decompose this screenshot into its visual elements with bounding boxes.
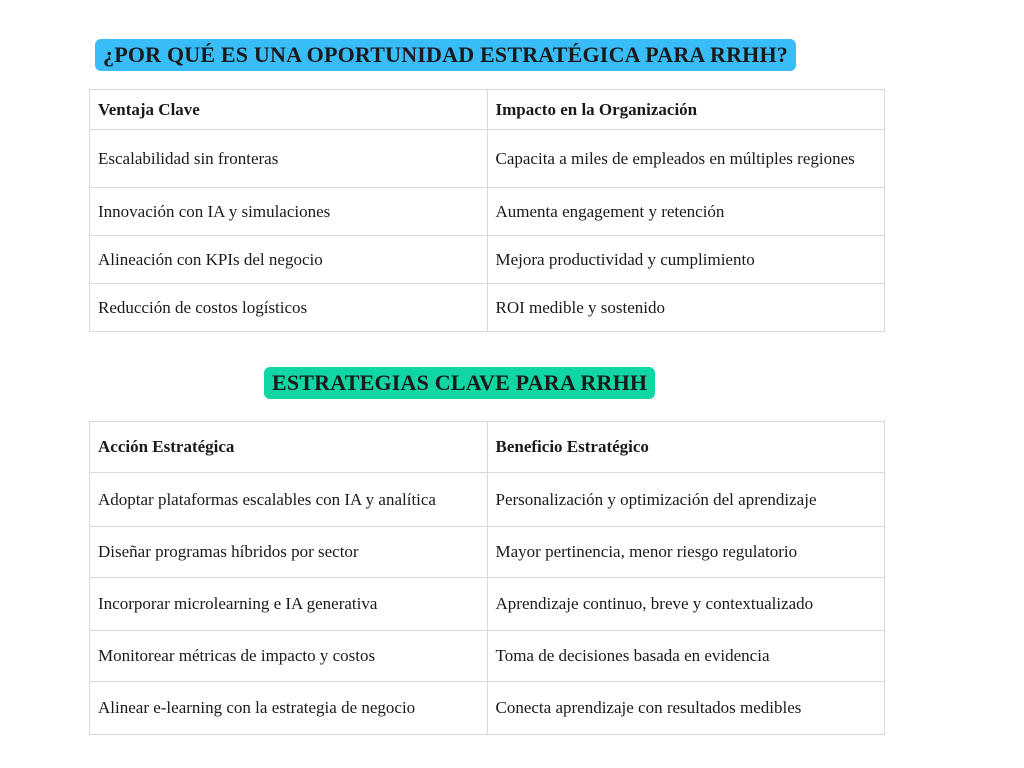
table-cell: Diseñar programas híbridos por sector — [90, 527, 488, 578]
column-header: Beneficio Estratégico — [487, 422, 885, 473]
table-cell: Reducción de costos logísticos — [90, 284, 488, 332]
table-row — [90, 188, 885, 236]
table-cell: Alinear e-learning con la estrategia de negocio — [90, 682, 488, 735]
table-cell: Aprendizaje continuo, breve y contextualizado — [487, 578, 885, 631]
column-header: Acción Estratégica — [90, 422, 488, 473]
table-row — [90, 284, 885, 332]
table-row — [90, 473, 885, 527]
table-row — [90, 578, 885, 631]
table-header-row — [90, 422, 885, 473]
section1-title: ¿POR QUÉ ES UNA OPORTUNIDAD ESTRATÉGICA PARA RRHH? — [95, 39, 796, 71]
table-cell: Escalabilidad sin fronteras — [90, 130, 488, 188]
table-cell: ROI medible y sostenido — [487, 284, 885, 332]
table-cell: Capacita a miles de empleados en múltiples regiones — [487, 130, 885, 188]
table-row — [90, 631, 885, 682]
table-cell: Mejora productividad y cumplimiento — [487, 236, 885, 284]
table-cell: Aumenta engagement y retención — [487, 188, 885, 236]
table-row — [90, 682, 885, 735]
advantages-table — [89, 89, 885, 332]
strategies-table — [89, 421, 885, 735]
table-cell: Toma de decisiones basada en evidencia — [487, 631, 885, 682]
table-cell: Alineación con KPIs del negocio — [90, 236, 488, 284]
table-row — [90, 236, 885, 284]
table-row — [90, 527, 885, 578]
section2-title: ESTRATEGIAS CLAVE PARA RRHH — [264, 367, 655, 399]
table-cell: Innovación con IA y simulaciones — [90, 188, 488, 236]
table-cell: Personalización y optimización del aprendizaje — [487, 473, 885, 527]
table-row — [90, 130, 885, 188]
column-header: Ventaja Clave — [90, 90, 488, 130]
table-cell: Conecta aprendizaje con resultados medibles — [487, 682, 885, 735]
table-cell: Incorporar microlearning e IA generativa — [90, 578, 488, 631]
table-header-row — [90, 90, 885, 130]
column-header: Impacto en la Organización — [487, 90, 885, 130]
table-cell: Monitorear métricas de impacto y costos — [90, 631, 488, 682]
table-cell: Mayor pertinencia, menor riesgo regulatorio — [487, 527, 885, 578]
table-cell: Adoptar plataformas escalables con IA y analítica — [90, 473, 488, 527]
